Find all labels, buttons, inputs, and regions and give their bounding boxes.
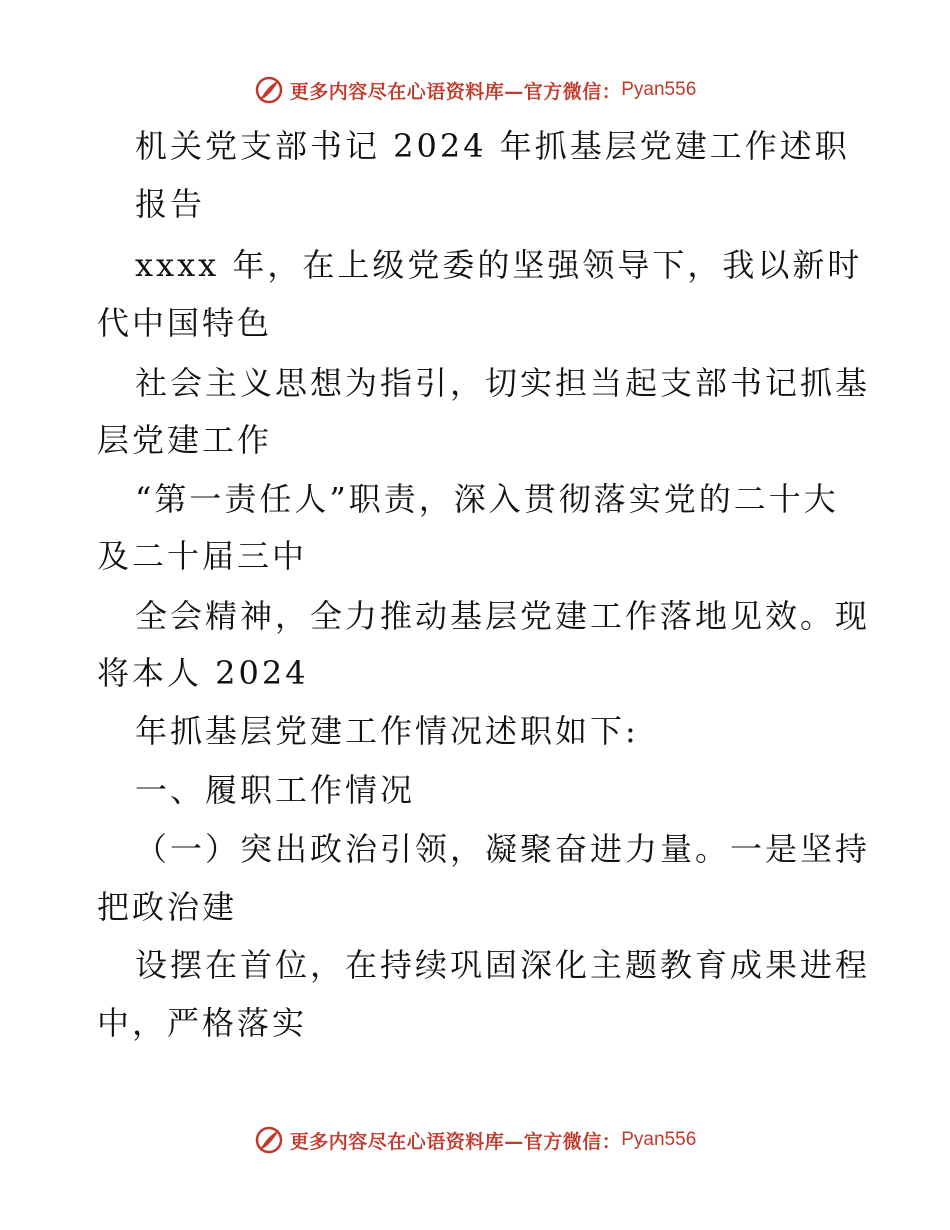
doc-line: 把政治建: [97, 888, 238, 926]
doc-line: xxxx 年，在上级党委的坚强领导下，我以新时: [135, 246, 863, 284]
doc-line: 全会精神，全力推动基层党建工作落地见效。现: [135, 597, 871, 635]
doc-line: 设摆在首位，在持续巩固深化主题教育成果进程: [135, 946, 871, 984]
section-heading: 一、履职工作情况: [135, 771, 416, 809]
doc-line: 将本人 2024: [97, 654, 309, 692]
doc-line: 社会主义思想为指引，切实担当起支部书记抓基: [135, 364, 871, 402]
footer-watermark: [0, 1120, 950, 1160]
doc-line: 中，严格落实: [97, 1004, 308, 1042]
doc-line: （一）突出政治引领，凝聚奋进力量。一是坚持: [135, 830, 871, 868]
doc-line: 代中国特色: [97, 304, 273, 342]
quill-logo-icon: [254, 75, 284, 105]
watermark-account: Pyan556: [621, 1129, 697, 1150]
doc-line: 报告: [135, 185, 206, 223]
header-watermark: [0, 70, 950, 110]
doc-line: “第一责任人”职责，深入贯彻落实党的二十大: [135, 480, 839, 518]
doc-line: 机关党支部书记 2024 年抓基层党建工作述职: [135, 127, 850, 165]
quill-logo-icon: [254, 1125, 284, 1155]
doc-line: 年抓基层党建工作情况述职如下:: [135, 712, 639, 750]
watermark-account: Pyan556: [621, 79, 697, 100]
watermark-text: 更多内容尽在心语资料库—官方微信：: [289, 1130, 622, 1153]
watermark-text: 更多内容尽在心语资料库—官方微信：: [289, 80, 622, 103]
doc-line: 层党建工作: [97, 421, 273, 459]
doc-line: 及二十届三中: [97, 537, 308, 575]
